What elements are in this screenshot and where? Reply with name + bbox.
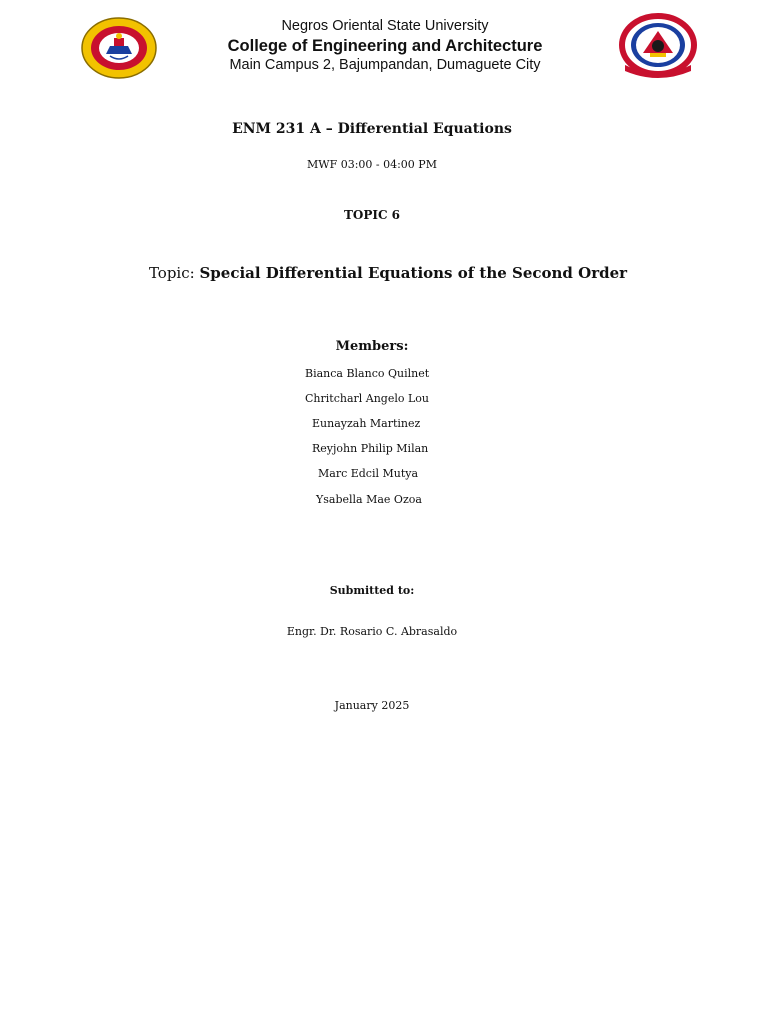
- class-schedule: MWF 03:00 - 04:00 PM: [307, 158, 437, 171]
- instructor-name: Engr. Dr. Rosario C. Abrasaldo: [286, 625, 458, 638]
- member-name: Reyjohn Philip Milan: [312, 442, 429, 455]
- topic-number: TOPIC 6: [343, 208, 401, 222]
- member-name: Chritcharl Angelo Lou: [305, 392, 430, 405]
- campus-address: Main Campus 2, Bajumpandan, Dumaguete City: [229, 57, 541, 73]
- college-seal-logo: [617, 13, 699, 79]
- submission-date: January 2025: [334, 699, 410, 712]
- topic-label: Topic:: [148, 264, 200, 282]
- member-name: Eunayzah Martinez: [312, 417, 421, 430]
- college-name: College of Engineering and Architecture: [227, 37, 543, 55]
- members-heading: Members:: [335, 339, 409, 354]
- submitted-to-heading: Submitted to:: [329, 584, 415, 597]
- university-seal-logo: [80, 16, 158, 80]
- topic-title: Special Differential Equations of the Second Order: [199, 264, 628, 282]
- institution-header: [180, 16, 590, 75]
- member-name: Ysabella Mae Ozoa: [316, 493, 422, 506]
- member-name: Bianca Blanco Quilnet: [305, 367, 430, 380]
- member-name: Marc Edcil Mutya: [318, 467, 419, 480]
- course-title: ENM 231 A – Differential Equations: [232, 121, 512, 137]
- topic-heading: [4, 264, 768, 282]
- university-name: Negros Oriental State University: [281, 18, 489, 34]
